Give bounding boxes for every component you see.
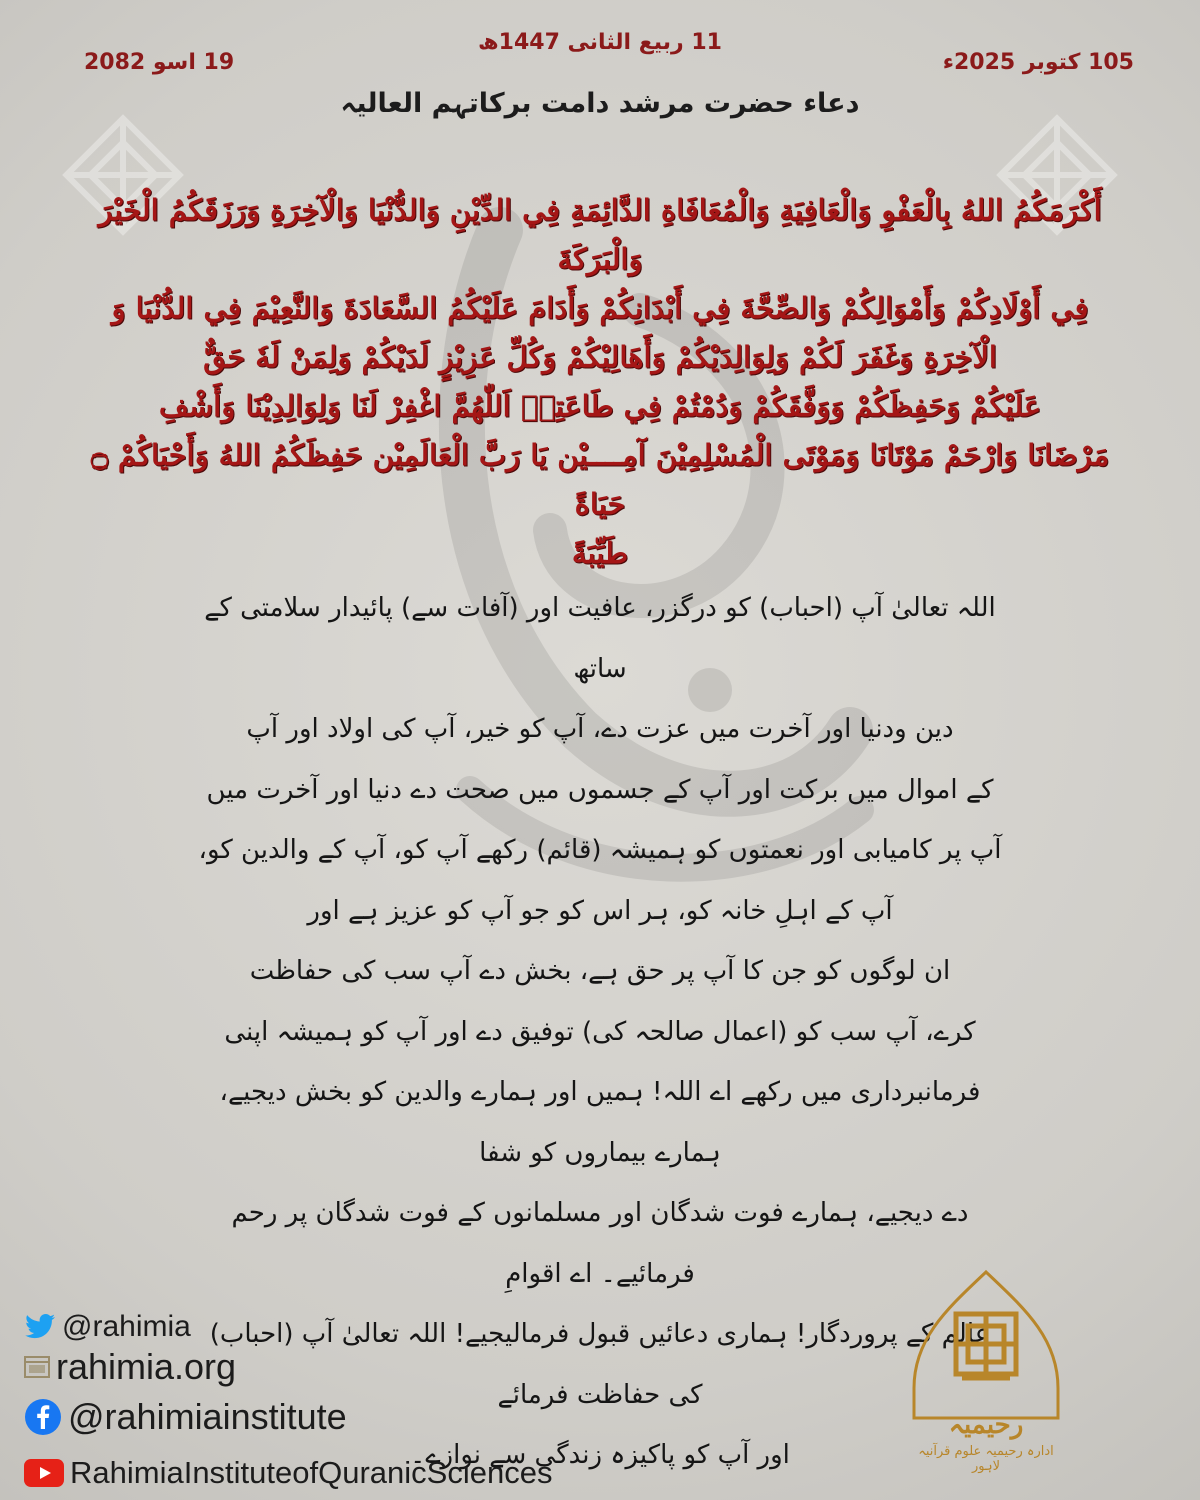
- arabic-line: طَيِّبَةً: [571, 536, 629, 570]
- logo-subtitle: ادارہ رحیمیہ علوم قرآنیہ لاہور: [918, 1444, 1054, 1474]
- arabic-dua: [80, 186, 1120, 578]
- web-icon: [24, 1355, 50, 1379]
- urdu-line: کرے، آپ سب کو (اعمال صالحہ کی) توفیق دے اور آپ کو ہمیشہ اپنی: [224, 1016, 976, 1047]
- twitter-icon: [24, 1313, 56, 1341]
- urdu-line: آپ پر کامیابی اور نعمتوں کو ہمیشہ (قائم) رکھے آپ کو، آپ کے والدین کو،: [198, 835, 1002, 865]
- urdu-line: اللہ تعالیٰ آپ (احباب) کو درگزر، عافیت اور (آفات سے) پائیدار سلامتی کے ساتھ: [204, 593, 996, 684]
- twitter-handle: @rahimia: [62, 1310, 191, 1343]
- bikrami-date: 19 اسو 2082: [84, 50, 235, 75]
- urdu-line: آپ کے اہلِ خانہ کو، ہر اس کو جو آپ کو عزیز ہے اور: [307, 895, 893, 926]
- facebook-link[interactable]: [24, 1396, 347, 1438]
- gregorian-date: 105 کتوبر 2025ء: [942, 50, 1134, 75]
- hijri-date: 11 ربیع الثانی 1447ھ: [478, 30, 722, 55]
- youtube-link[interactable]: [24, 1455, 552, 1491]
- arabic-line: الْآخِرَةِ وَغَفَرَ لَكُمْ وَلِوَالِدَيْكُمْ وَأَهَالِيْكُمْ وَكُلِّ عَزِيْزٍ لَدَيْكُمْ وَلِمَنْ لَهٗ حَقٌّ: [203, 340, 997, 374]
- urdu-line: عالم کے پروردگار! ہماری دعائیں قبول فرمالیجیے! اللہ تعالیٰ آپ (احباب) کی حفاظت فرمائے: [209, 1319, 991, 1410]
- youtube-channel: RahimiaInstituteofQuranicSciences: [70, 1455, 553, 1490]
- urdu-line: کے اموال میں برکت اور آپ کے جسموں میں صحت دے دنیا اور آخرت میں: [206, 774, 994, 805]
- twitter-link[interactable]: [24, 1310, 191, 1344]
- youtube-icon: [24, 1459, 64, 1487]
- urdu-line: دین ودنیا اور آخرت میں عزت دے، آپ کو خیر، آپ کی اولاد اور آپ: [246, 714, 954, 744]
- website-url: rahimia.org: [56, 1346, 237, 1387]
- urdu-translation: [190, 578, 1010, 1486]
- facebook-icon: [24, 1398, 62, 1436]
- urdu-line: اور آپ کو پاکیزہ زندگی سے نوازے۔: [410, 1440, 790, 1470]
- arabic-line: مَرْضَانَا وَارْحَمْ مَوْتَانَا وَمَوْتَى الْمُسْلِمِيْنَ آمِــــيْن يَا رَبَّ الْعَالَمِيْن حَفِظَكُمُ اللهُ وَأَحْيَاكُمْ ۝ حَيَاةً: [90, 438, 1110, 521]
- urdu-line: فرمانبرداری میں رکھے اے اللہ! ہمیں اور ہمارے والدین کو بخش دیجیے، ہمارے بیماروں کو شفا: [219, 1077, 981, 1168]
- facebook-handle: @rahimiainstitute: [68, 1396, 347, 1437]
- urdu-line: ان لوگوں کو جن کا آپ پر حق ہے، بخش دے آپ سب کی حفاظت: [249, 956, 951, 986]
- page-title: دعاء حضرت مرشد دامت برکاتہم العالیہ: [340, 88, 860, 119]
- arabic-line: أَكْرَمَكُمُ اللهُ بِالْعَفْوِ وَالْعَافِيَةِ وَالْمُعَافَاةِ الدَّائِمَةِ فِي الدِّيْنِ وَالدُّنْيَا وَالْآخِرَةِ وَرَزَقَكُمُ الْخَيْرَ وَالْبَرَكَةَ: [98, 193, 1102, 276]
- logo-name: رحیمیہ: [948, 1410, 1024, 1440]
- arabic-line: عَلَيْكُمْ وَحَفِظَكُمْ وَوَفَّقَكُمْ وَدُمْتُمْ فِي طَاعَتِهٖ اَللّٰهُمَّ اغْفِرْ لَنَا وَلِوَالِدِيْنَا وَأَشْفِ: [158, 389, 1042, 423]
- website-link[interactable]: [24, 1346, 236, 1388]
- urdu-line: دے دیجیے، ہمارے فوت شدگان اور مسلمانوں کے فوت شدگان پر رحم فرمائیے۔ اے اقوامِ: [231, 1198, 969, 1289]
- arabic-line: فِي أَوْلَادِكُمْ وَأَمْوَالِكُمْ وَالصِّحَّةَ فِي أَبْدَانِكُمْ وَأَدَامَ عَلَيْكُمُ السَّعَادَةَ وَالنَّعِيْمَ فِي الدُّنْيَا وَ: [111, 291, 1089, 325]
